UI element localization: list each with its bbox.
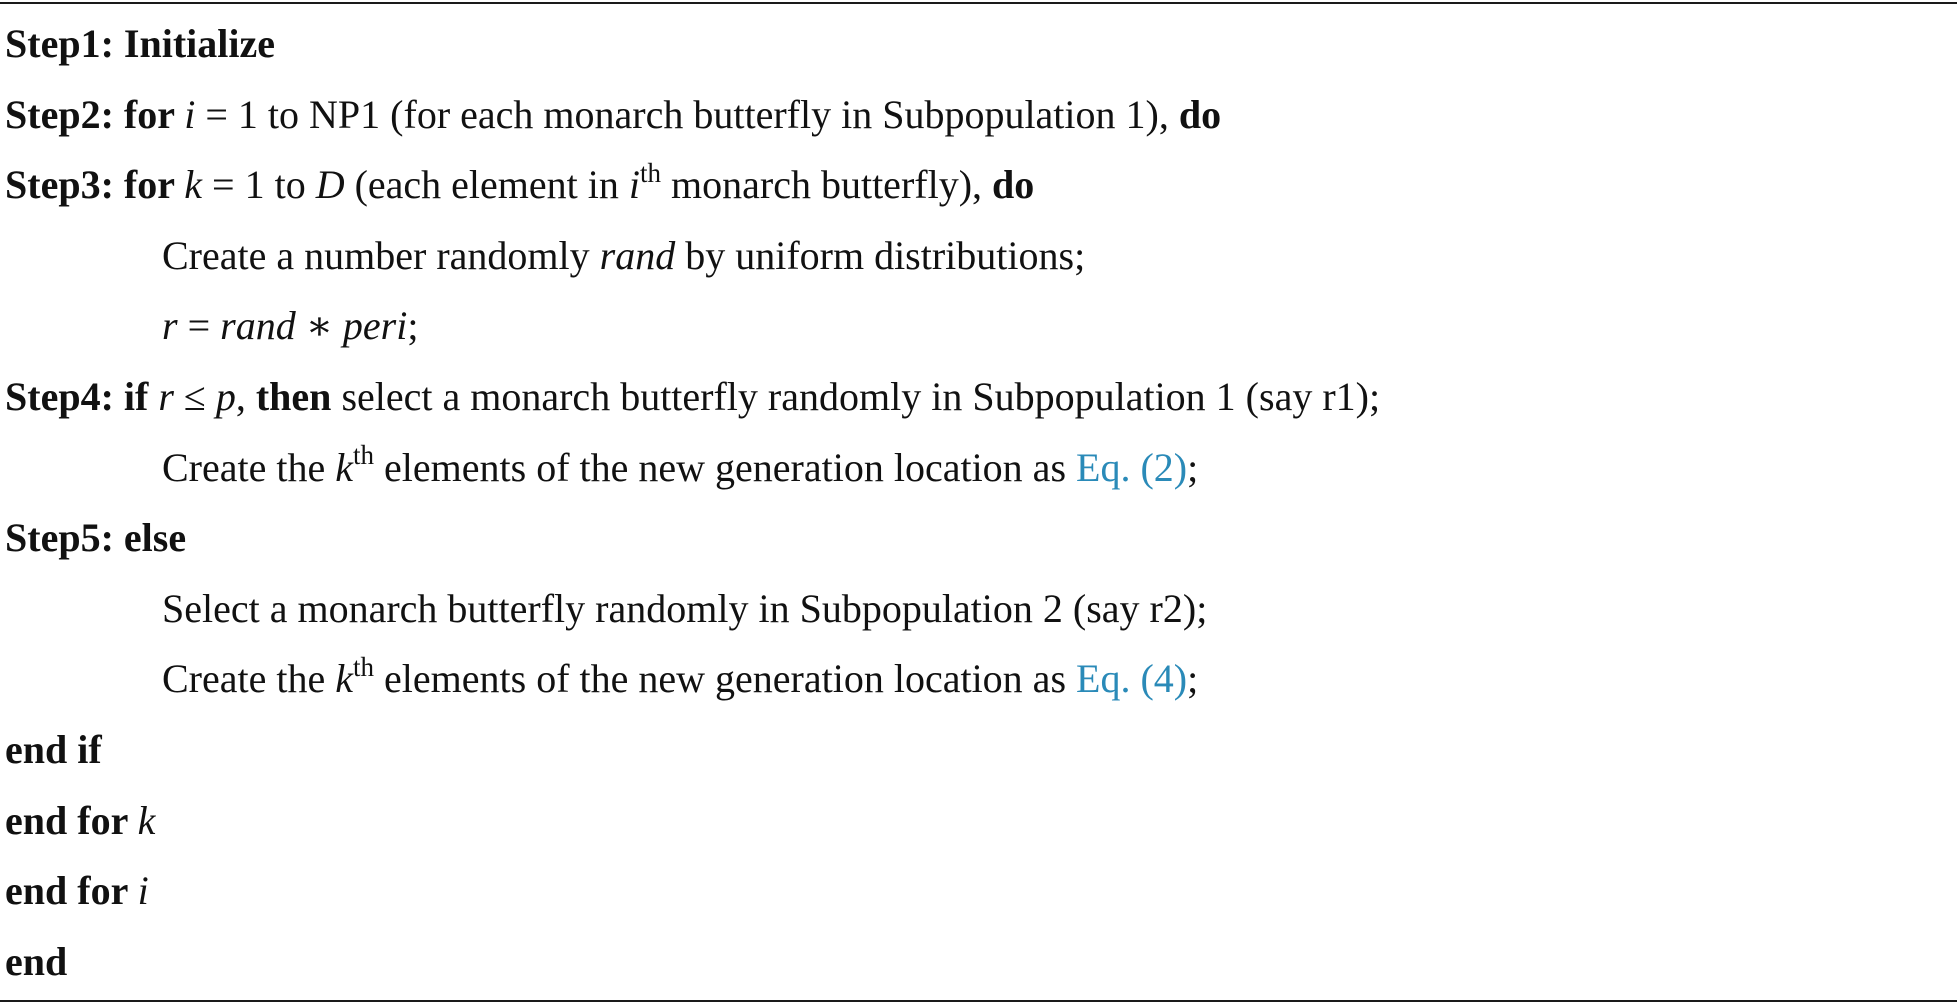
line-text: = 1 to NP1 (for each monarch butterfly in Subpopulation 1), bbox=[195, 91, 1179, 137]
line-text: ; bbox=[1187, 656, 1199, 702]
math-variable: peri bbox=[342, 303, 408, 349]
algorithm-line bbox=[0, 362, 1957, 433]
line-text: elements of the new generation location as bbox=[374, 444, 1077, 490]
line-text: ∗ bbox=[295, 303, 343, 349]
algorithm-line bbox=[0, 927, 1957, 998]
keyword: end bbox=[5, 938, 68, 984]
line-text: Create a number randomly bbox=[162, 232, 600, 278]
algorithm-line bbox=[0, 80, 1957, 151]
keyword: then bbox=[255, 373, 332, 419]
math-variable: k bbox=[335, 656, 354, 702]
keyword: Step1: Initialize bbox=[5, 21, 275, 66]
math-variable: p bbox=[215, 373, 236, 419]
keyword: end for bbox=[5, 868, 138, 914]
table-bottom-rule bbox=[0, 1000, 1957, 1002]
line-text: Select a monarch butterfly randomly in Subpopulation 2 (say r2); bbox=[162, 585, 1208, 631]
equation-link[interactable]: Eq. (4) bbox=[1076, 656, 1188, 702]
algorithm-line bbox=[0, 291, 1957, 362]
superscript: th bbox=[353, 652, 375, 683]
algorithm-line bbox=[0, 9, 1957, 80]
line-text: monarch butterfly), bbox=[661, 162, 993, 208]
table-top-rule bbox=[0, 2, 1957, 4]
line-text: = 1 to bbox=[202, 162, 316, 208]
math-variable: i bbox=[628, 162, 640, 208]
math-variable: r bbox=[162, 303, 178, 349]
line-text: = bbox=[177, 303, 221, 349]
line-text: by uniform distributions; bbox=[675, 232, 1086, 278]
line-text: select a monarch butterfly randomly in Subpopulation 1 (say r1); bbox=[331, 373, 1381, 419]
math-variable: k bbox=[137, 797, 156, 843]
line-text: , bbox=[235, 373, 256, 419]
keyword: Step3: for bbox=[5, 162, 185, 208]
algorithm-line bbox=[0, 786, 1957, 857]
algorithm-body bbox=[0, 9, 1957, 997]
algorithm-line bbox=[0, 221, 1957, 292]
line-text: Create the bbox=[162, 656, 336, 702]
algorithm-line bbox=[0, 715, 1957, 786]
line-text: Create the bbox=[162, 444, 336, 490]
math-variable: rand bbox=[220, 303, 296, 349]
math-variable: k bbox=[184, 162, 203, 208]
superscript: th bbox=[353, 440, 375, 471]
keyword: end for bbox=[5, 797, 138, 843]
keyword: Step5: else bbox=[5, 515, 187, 561]
math-variable: i bbox=[184, 91, 196, 137]
superscript: th bbox=[640, 157, 662, 188]
math-variable: k bbox=[335, 444, 354, 490]
line-text: elements of the new generation location as bbox=[374, 656, 1077, 702]
keyword: Step4: if bbox=[5, 373, 159, 419]
keyword: do bbox=[1178, 91, 1222, 137]
algorithm-line bbox=[0, 856, 1957, 927]
keyword: do bbox=[992, 162, 1035, 208]
line-text: (each element in bbox=[344, 162, 629, 208]
equation-link[interactable]: Eq. (2) bbox=[1076, 444, 1188, 490]
keyword: Step2: for bbox=[5, 91, 185, 137]
line-text: ≤ bbox=[173, 373, 216, 419]
algorithm-line bbox=[0, 574, 1957, 645]
algorithm-line bbox=[0, 503, 1957, 574]
algorithm-line bbox=[0, 644, 1957, 715]
math-variable: D bbox=[315, 162, 345, 208]
line-text: ; bbox=[1187, 444, 1199, 490]
keyword: end if bbox=[5, 726, 102, 772]
line-text: ; bbox=[407, 303, 419, 349]
algorithm-line bbox=[0, 433, 1957, 504]
math-variable: rand bbox=[599, 232, 676, 278]
math-variable: i bbox=[137, 868, 149, 914]
math-variable: r bbox=[158, 373, 174, 419]
algorithm-line bbox=[0, 150, 1957, 221]
